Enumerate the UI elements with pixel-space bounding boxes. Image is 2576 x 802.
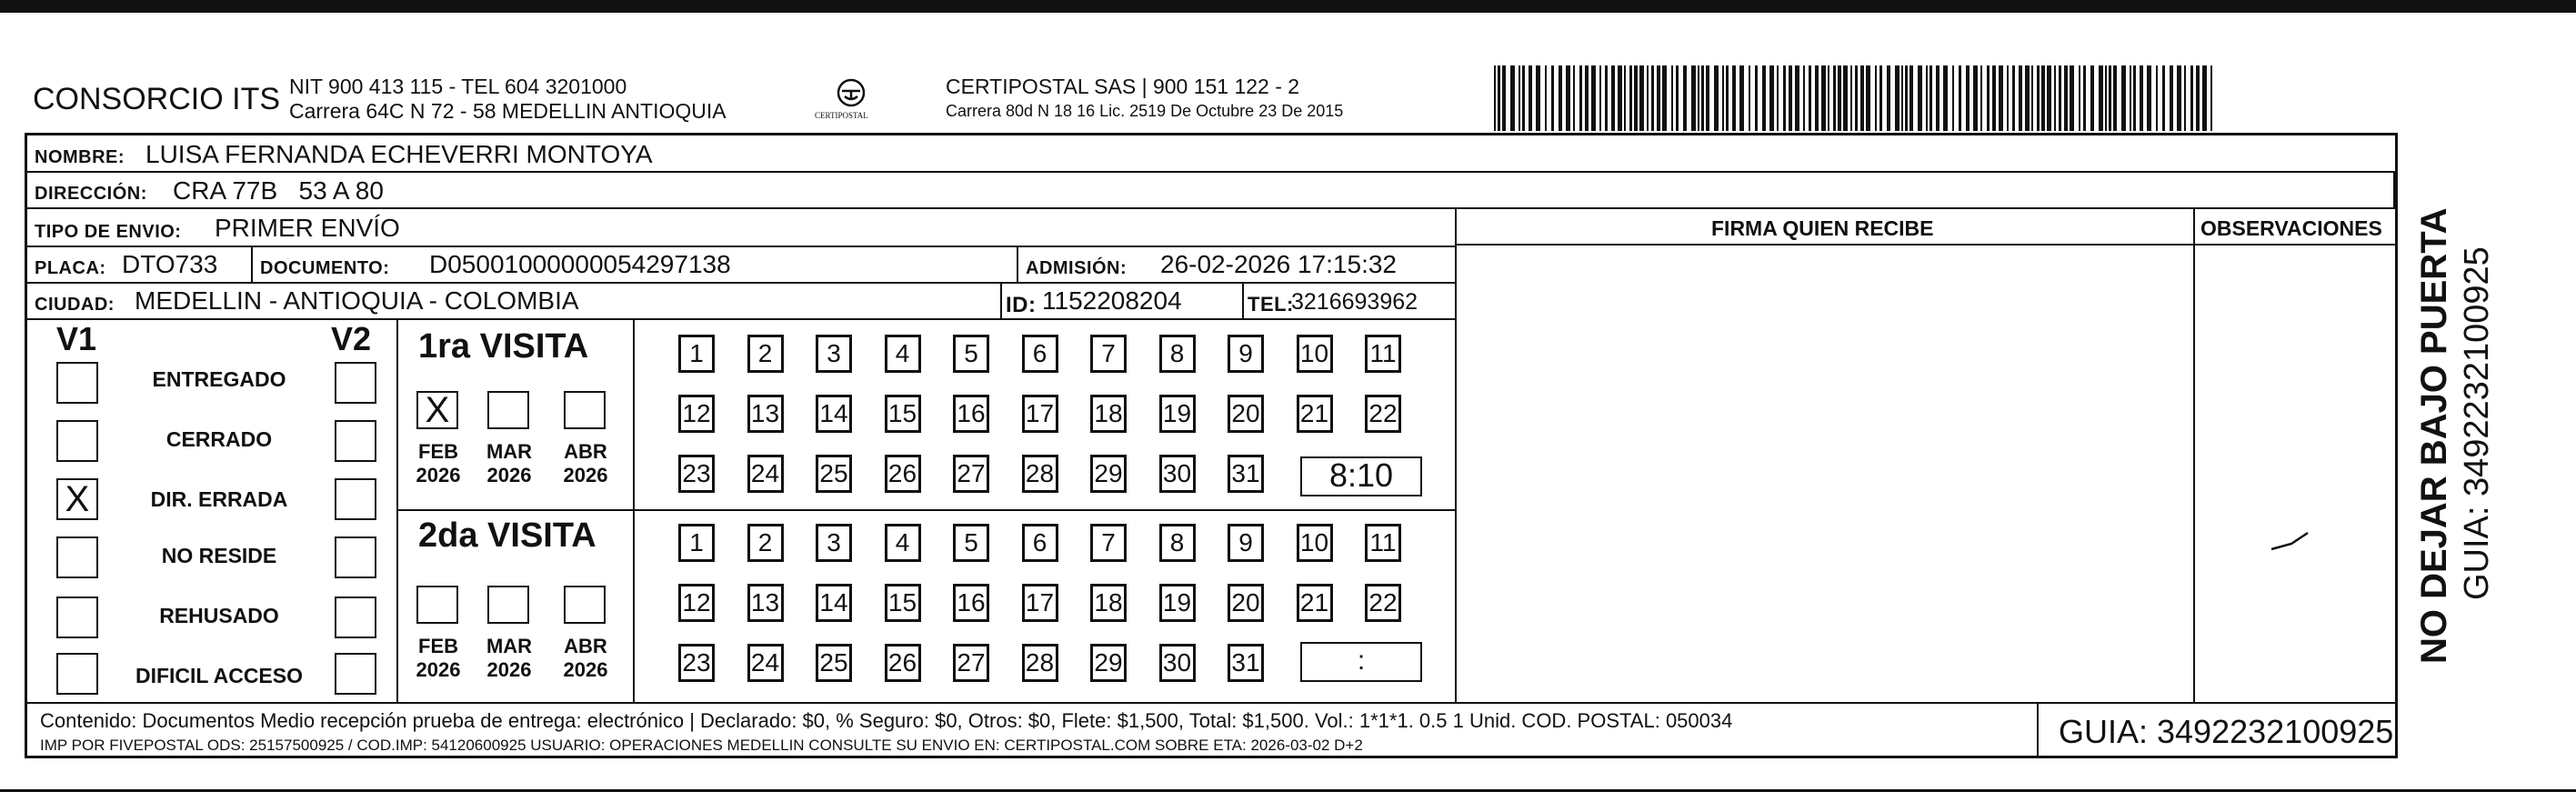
barcode-bar <box>1671 65 1673 131</box>
barcode-bar <box>1850 65 1852 131</box>
divider <box>2193 207 2195 702</box>
barcode-bar <box>1901 65 1903 131</box>
barcode-bar <box>1545 65 1547 131</box>
day-box[interactable]: 3 <box>816 335 852 373</box>
barcode-bar <box>1966 65 1970 131</box>
barcode-bar <box>1783 65 1786 131</box>
barcode-bar <box>1566 65 1570 131</box>
second-visit-title: 2da VISITA <box>418 516 596 555</box>
barcode-bar <box>1698 65 1699 131</box>
barcode-bar <box>1992 65 1996 131</box>
barcode-bar <box>1821 65 1826 131</box>
barcode-bar <box>1803 65 1805 131</box>
company-name: CONSORCIO ITS <box>33 82 281 116</box>
documento-label: DOCUMENTO: <box>260 258 390 278</box>
barcode-bar <box>1629 65 1632 131</box>
tel-label: TEL: <box>1248 293 1294 316</box>
barcode-bar <box>1691 65 1696 131</box>
divider <box>27 702 2395 704</box>
barcode-bar <box>1815 65 1819 131</box>
day-box[interactable]: 23 <box>678 644 715 682</box>
barcode-bar <box>1918 65 1922 131</box>
barcode-bar <box>2099 65 2103 131</box>
barcode-bar <box>1828 65 1829 131</box>
day-box[interactable]: 1 <box>678 524 715 562</box>
second-visit-time[interactable]: : <box>1300 642 1422 682</box>
day-box[interactable]: 9 <box>1228 524 1264 562</box>
v2-checkbox-dificil-acceso[interactable] <box>335 653 376 695</box>
day-box[interactable]: 10 <box>1297 335 1333 373</box>
barcode-bar <box>2007 65 2009 131</box>
id-value: 1152208204 <box>1042 286 1182 315</box>
barcode-bar <box>1618 65 1622 131</box>
barcode-bar <box>2140 65 2143 131</box>
day-box[interactable]: 20 <box>1228 395 1264 433</box>
day-box[interactable]: 7 <box>1090 524 1127 562</box>
barcode-bar <box>1579 65 1582 131</box>
barcode-bar <box>1866 65 1870 131</box>
first-visit-month-abr-box[interactable] <box>564 391 606 429</box>
side-guia: GUIA: 3492232100925 <box>2458 246 2496 600</box>
certipostal-line: CERTIPOSTAL SAS | 900 151 122 - 2 <box>946 75 1300 98</box>
barcode <box>1494 65 2221 131</box>
day-box[interactable]: 21 <box>1297 584 1333 622</box>
barcode-bar <box>2202 65 2207 131</box>
day-box[interactable]: 14 <box>816 584 852 622</box>
second-visit-month-abr-box[interactable] <box>564 586 606 624</box>
barcode-bar <box>1714 65 1719 131</box>
divider <box>2393 171 2395 207</box>
day-box[interactable]: 25 <box>816 644 852 682</box>
nombre-label: NOMBRE: <box>35 147 125 167</box>
day-box[interactable]: 19 <box>1159 584 1196 622</box>
barcode-bar <box>2019 65 2022 131</box>
barcode-bar <box>2064 65 2068 131</box>
side-warning: NO DEJAR BAJO PUERTA <box>2414 207 2454 664</box>
v1-header: V1 <box>56 320 97 357</box>
status-label: NO RESIDE <box>161 544 277 567</box>
barcode-bar <box>2170 65 2173 131</box>
day-box[interactable]: 18 <box>1090 584 1127 622</box>
barcode-bar <box>1559 65 1562 131</box>
barcode-bar <box>1732 65 1736 131</box>
day-box[interactable]: 4 <box>885 335 921 373</box>
recipient-name: LUISA FERNANDA ECHEVERRI MONTOYA <box>145 140 653 168</box>
day-box[interactable]: 19 <box>1159 395 1196 433</box>
barcode-bar <box>2190 65 2193 131</box>
v2-checkbox-no-reside[interactable] <box>335 536 376 578</box>
barcode-bar <box>1683 65 1687 131</box>
barcode-bar <box>1769 65 1774 131</box>
company-address: Carrera 64C N 72 - 58 MEDELLIN ANTIOQUIA <box>289 99 727 123</box>
day-box[interactable]: 27 <box>953 644 989 682</box>
day-box[interactable]: 10 <box>1297 524 1333 562</box>
day-box[interactable]: 13 <box>747 395 784 433</box>
day-box[interactable]: 6 <box>1022 524 1058 562</box>
barcode-bar <box>1887 65 1890 131</box>
day-box[interactable]: 17 <box>1022 584 1058 622</box>
month-label: FEB 2026 <box>416 635 461 681</box>
day-box[interactable]: 23 <box>678 455 715 493</box>
barcode-bar <box>1605 65 1608 131</box>
divider <box>1455 207 1457 702</box>
barcode-bar <box>1926 65 1928 131</box>
barcode-bar <box>2210 65 2212 131</box>
barcode-bar <box>1647 65 1649 131</box>
barcode-bar <box>1611 65 1615 131</box>
barcode-bar <box>2047 65 2051 131</box>
divider <box>396 318 398 702</box>
barcode-bar <box>2156 65 2158 131</box>
barcode-bar <box>1777 65 1779 131</box>
day-box[interactable]: 12 <box>678 584 715 622</box>
day-box[interactable]: 12 <box>678 395 715 433</box>
v2-checkbox-cerrado[interactable] <box>335 420 376 462</box>
day-box[interactable]: 27 <box>953 455 989 493</box>
barcode-bar <box>1843 65 1848 131</box>
status-label: CERRADO <box>165 427 273 451</box>
barcode-bar <box>1726 65 1729 131</box>
day-box[interactable]: 29 <box>1090 455 1127 493</box>
barcode-bar <box>1510 65 1515 131</box>
firma-header: FIRMA QUIEN RECIBE <box>1711 216 1934 240</box>
first-visit-title: 1ra VISITA <box>418 327 589 366</box>
barcode-bar <box>1973 65 1978 131</box>
barcode-bar <box>1722 65 1724 131</box>
divider <box>27 318 1455 320</box>
barcode-bar <box>1875 65 1877 131</box>
guia-number: GUIA: 3492232100925 <box>2059 713 2394 750</box>
barcode-bar <box>1739 65 1744 131</box>
barcode-bar <box>1522 65 1525 131</box>
barcode-bar <box>1755 65 1758 131</box>
tipo-envio: PRIMER ENVÍO <box>215 214 400 242</box>
recipient-address: CRA 77B 53 A 80 <box>173 176 384 205</box>
barcode-bar <box>2130 65 2131 131</box>
first-visit-month-feb-box[interactable]: X <box>416 391 458 429</box>
barcode-bar <box>1762 65 1766 131</box>
admision-value: 26-02-2026 17:15:32 <box>1160 250 1397 278</box>
divider <box>1017 247 1018 282</box>
admision-label: ADMISIÓN: <box>1026 258 1128 278</box>
status-label: DIR. ERRADA <box>150 487 288 511</box>
day-box[interactable]: 26 <box>885 455 921 493</box>
barcode-bar <box>2113 65 2117 131</box>
second-visit-month-mar-box[interactable] <box>487 586 529 624</box>
day-box[interactable]: 16 <box>953 584 989 622</box>
barcode-bar <box>2025 65 2030 131</box>
v2-header: V2 <box>331 320 372 357</box>
day-box[interactable]: 7 <box>1090 335 1127 373</box>
day-box[interactable]: 1 <box>678 335 715 373</box>
barcode-bar <box>2147 65 2151 131</box>
barcode-bar <box>2083 65 2086 131</box>
barcode-bar <box>1599 65 1601 131</box>
barcode-bar <box>2059 65 2061 131</box>
month-label: MAR 2026 <box>486 635 533 681</box>
divider <box>2037 702 2039 757</box>
barcode-bar <box>1943 65 1948 131</box>
barcode-bar <box>1879 65 1882 131</box>
barcode-bar <box>1639 65 1644 131</box>
barcode-bar <box>1706 65 1709 131</box>
certipostal-logo-icon <box>815 73 887 129</box>
day-box[interactable]: 9 <box>1228 335 1264 373</box>
barcode-bar <box>2133 65 2136 131</box>
day-box[interactable]: 20 <box>1228 584 1264 622</box>
day-box[interactable]: 6 <box>1022 335 1058 373</box>
day-box[interactable]: 14 <box>816 395 852 433</box>
barcode-bar <box>1498 65 1500 131</box>
barcode-bar <box>1585 65 1589 131</box>
barcode-bar <box>1980 65 1982 131</box>
barcode-bar <box>1573 65 1575 131</box>
signature-mark <box>2264 527 2319 555</box>
barcode-bar <box>2121 65 2126 131</box>
divider <box>1455 244 2395 246</box>
barcode-bar <box>2012 65 2015 131</box>
barcode-bar <box>1662 65 1667 131</box>
certipostal-license: Carrera 80d N 18 16 Lic. 2519 De Octubre 23 De 2015 <box>946 102 1344 120</box>
day-box[interactable]: 29 <box>1090 644 1127 682</box>
day-box[interactable]: 8 <box>1159 335 1196 373</box>
day-box[interactable]: 31 <box>1228 455 1264 493</box>
barcode-bar <box>1987 65 1990 131</box>
day-box[interactable]: 30 <box>1159 455 1196 493</box>
barcode-bar <box>1676 65 1679 131</box>
barcode-bar <box>1833 65 1836 131</box>
top-border <box>0 0 2576 13</box>
v1-checkbox-dir-errada[interactable]: X <box>56 478 98 520</box>
barcode-bar <box>1624 65 1626 131</box>
ciudad-value: MEDELLIN - ANTIOQUIA - COLOMBIA <box>135 286 579 315</box>
placa-label: PLACA: <box>35 258 106 278</box>
second-visit-month-feb-box[interactable] <box>416 586 458 624</box>
barcode-bar <box>2070 65 2074 131</box>
status-label: DIFICIL ACCESO <box>135 664 303 687</box>
divider <box>251 247 253 282</box>
bottom-border <box>0 789 2576 792</box>
day-box[interactable]: 30 <box>1159 644 1196 682</box>
v2-checkbox-rehusado[interactable] <box>335 596 376 638</box>
barcode-bar <box>1657 65 1660 131</box>
divider <box>27 171 2395 173</box>
day-box[interactable]: 11 <box>1365 335 1401 373</box>
barcode-bar <box>1789 65 1792 131</box>
divider <box>27 282 1455 284</box>
day-box[interactable]: 4 <box>885 524 921 562</box>
month-label: ABR 2026 <box>563 635 608 681</box>
day-box[interactable]: 22 <box>1365 584 1401 622</box>
barcode-bar <box>1895 65 1899 131</box>
tel-value: 3216693962 <box>1291 289 1418 315</box>
company-info <box>289 75 727 124</box>
barcode-bar <box>1536 65 1540 131</box>
barcode-bar <box>1519 65 1520 131</box>
day-box[interactable]: 28 <box>1022 644 1058 682</box>
barcode-bar <box>1494 65 1496 131</box>
day-box[interactable]: 5 <box>953 335 989 373</box>
day-box[interactable]: 13 <box>747 584 784 622</box>
barcode-bar <box>1795 65 1799 131</box>
footer-contents: Contenido: Documentos Medio recepción prueba de entrega: electrónico | Declarado: $0, % Seguro: $0, Otros: $0, Flete: $1,500, Total: $1,500. Vol.: 1*1*1. 0.5 1 Unid. COD. POSTAL: 050034 <box>40 709 1733 732</box>
barcode-bar <box>1529 65 1532 131</box>
barcode-bar <box>1909 65 1913 131</box>
placa-value: DTO733 <box>122 250 218 278</box>
divider <box>27 207 2395 209</box>
footer-print-info: IMP POR FIVEPOSTAL ODS: 25157500925 / COD.IMP: 54120600925 USUARIO: OPERACIONES MEDELLIN CONSULTE SU ENVIO EN: CERTIPOSTAL.COM SOBRE ETA: 2026-03-02 D+2 <box>40 737 1363 754</box>
day-box[interactable]: 15 <box>885 395 921 433</box>
divider <box>396 509 1455 511</box>
status-label: REHUSADO <box>159 604 279 627</box>
status-label: ENTREGADO <box>152 367 286 391</box>
barcode-bar <box>1959 65 1961 131</box>
barcode-bar <box>1502 65 1506 131</box>
day-box[interactable]: 3 <box>816 524 852 562</box>
day-box[interactable]: 21 <box>1297 395 1333 433</box>
divider <box>27 246 1455 247</box>
barcode-bar <box>2054 65 2056 131</box>
id-label: ID: <box>1006 293 1037 317</box>
barcode-bar <box>2041 65 2045 131</box>
month-label: FEB 2026 <box>416 440 461 486</box>
nit-line: NIT 900 413 115 - TEL 604 3201000 <box>289 75 627 98</box>
barcode-bar <box>1809 65 1811 131</box>
barcode-bar <box>1551 65 1554 131</box>
barcode-bar <box>2105 65 2107 131</box>
tipo-envio-label: TIPO DE ENVIO: <box>35 222 182 242</box>
barcode-bar <box>1952 65 1954 131</box>
day-box[interactable]: 24 <box>747 455 784 493</box>
day-box[interactable]: 2 <box>747 335 784 373</box>
day-box[interactable]: 28 <box>1022 455 1058 493</box>
day-box[interactable]: 15 <box>885 584 921 622</box>
barcode-bar <box>2184 65 2186 131</box>
day-box[interactable]: 17 <box>1022 395 1058 433</box>
day-box[interactable]: 25 <box>816 455 852 493</box>
barcode-bar <box>1855 65 1858 131</box>
first-visit-month-mar-box[interactable] <box>487 391 529 429</box>
barcode-bar <box>1860 65 1864 131</box>
v2-checkbox-dir-errada[interactable] <box>335 478 376 520</box>
barcode-bar <box>1749 65 1750 131</box>
day-box[interactable]: 31 <box>1228 644 1264 682</box>
barcode-bar <box>2090 65 2094 131</box>
day-box[interactable]: 11 <box>1365 524 1401 562</box>
divider <box>1000 284 1002 318</box>
barcode-bar <box>1701 65 1704 131</box>
divider <box>1242 284 1244 318</box>
day-box[interactable]: 22 <box>1365 395 1401 433</box>
ciudad-label: CIUDAD: <box>35 295 115 315</box>
barcode-bar <box>1905 65 1908 131</box>
day-box[interactable]: 24 <box>747 644 784 682</box>
barcode-bar <box>1838 65 1841 131</box>
barcode-bar <box>1999 65 2003 131</box>
barcode-bar <box>1936 65 1940 131</box>
day-box[interactable]: 5 <box>953 524 989 562</box>
documento-value: D05001000000054297138 <box>429 250 731 278</box>
barcode-bar <box>1929 65 1932 131</box>
direccion-label: DIRECCIÓN: <box>35 184 147 204</box>
barcode-bar <box>1634 65 1638 131</box>
divider <box>633 318 635 702</box>
month-label: MAR 2026 <box>486 440 533 486</box>
barcode-bar <box>2196 65 2200 131</box>
logo-text: CERTIPOSTAL <box>815 111 868 120</box>
barcode-bar <box>2031 65 2033 131</box>
barcode-bar <box>2177 65 2181 131</box>
barcode-bar <box>2162 65 2165 131</box>
barcode-bar <box>2109 65 2111 131</box>
observaciones-header: OBSERVACIONES <box>2200 216 2382 240</box>
first-visit-time[interactable]: 8:10 <box>1300 456 1422 496</box>
barcode-bar <box>2037 65 2040 131</box>
barcode-bar <box>1591 65 1596 131</box>
month-label: ABR 2026 <box>563 440 608 486</box>
day-box[interactable]: 2 <box>747 524 784 562</box>
day-box[interactable]: 8 <box>1159 524 1196 562</box>
day-box[interactable]: 26 <box>885 644 921 682</box>
v2-checkbox-entregado[interactable] <box>335 362 376 404</box>
barcode-bar <box>2079 65 2080 131</box>
day-box[interactable]: 16 <box>953 395 989 433</box>
day-box[interactable]: 18 <box>1090 395 1127 433</box>
barcode-bar <box>1651 65 1654 131</box>
